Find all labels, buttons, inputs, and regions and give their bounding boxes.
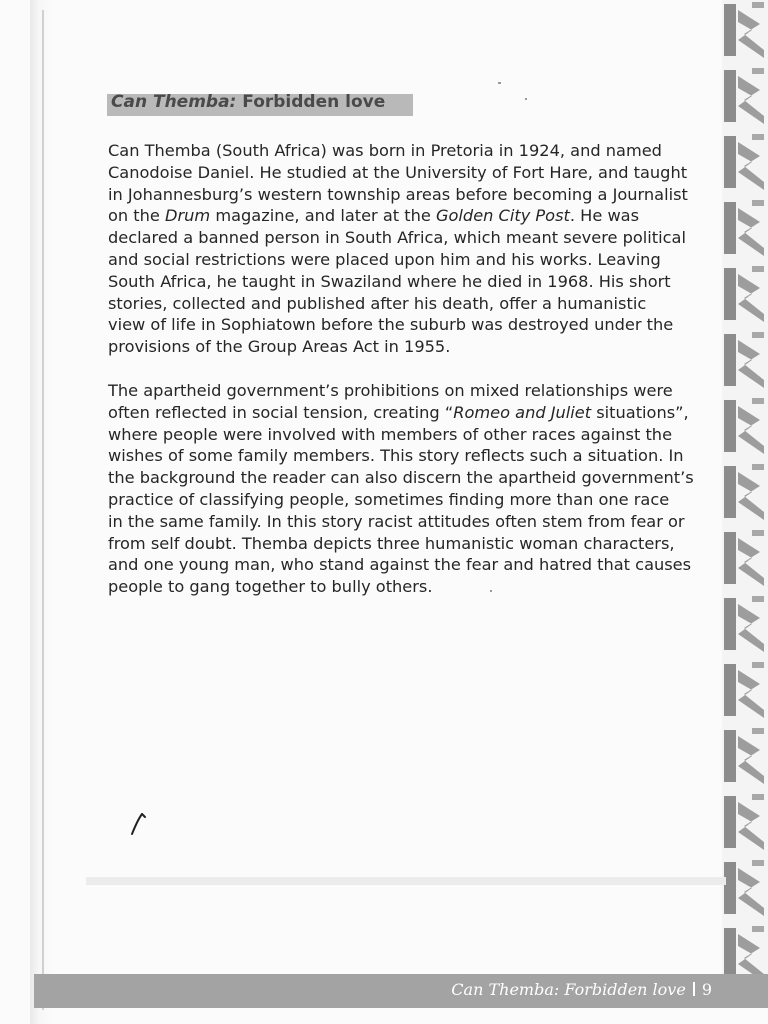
border-motif <box>724 200 764 256</box>
border-motif <box>724 68 764 124</box>
border-motif <box>724 728 764 784</box>
text-line: and one young man, who stand against the fear and hatred that causes <box>108 555 692 575</box>
section-heading <box>111 92 431 112</box>
work-title: Romeo and Juliet <box>453 402 592 422</box>
border-motif <box>724 266 764 322</box>
border-motif <box>724 662 764 718</box>
paragraph-biography <box>108 140 700 358</box>
faint-scan-line <box>86 877 726 885</box>
border-motif <box>724 398 764 454</box>
text-line: and social restrictions were placed upon him and his works. Leaving <box>108 249 661 269</box>
text-line: view of life in Sophiatown before the suburb was destroyed under the <box>108 315 674 335</box>
text-run: on the <box>108 206 166 226</box>
text-run: often reflected in social tension, creating “ <box>108 402 454 422</box>
text-run: magazine, and later at the <box>210 206 436 226</box>
text-line: practice of classifying people, sometimes finding more than one race <box>108 489 670 509</box>
text-line: wishes of some family members. This story reflects such a situation. In <box>108 446 684 466</box>
footer-divider <box>693 982 695 996</box>
binding-edge-line <box>42 10 44 1010</box>
border-motif <box>724 860 764 916</box>
text-line: South Africa, he taught in Swaziland where he died in 1968. His short <box>108 271 671 291</box>
text-line: declared a banned person in South Africa, which meant severe political <box>108 228 686 248</box>
heading-author: Can Themba: <box>111 92 237 112</box>
text-line: from self doubt. Themba depicts three humanistic woman characters, <box>108 533 675 553</box>
text-line <box>108 402 700 424</box>
text-line: people to gang together to bully others. <box>108 577 433 597</box>
publication-title: Golden City Post <box>435 206 570 226</box>
text-line: stories, collected and published after his death, offer a humanistic <box>108 293 647 313</box>
border-motif <box>724 794 764 850</box>
running-footer <box>451 980 712 999</box>
text-line <box>108 205 700 227</box>
border-motif <box>724 464 764 520</box>
binding-shadow <box>30 0 52 1024</box>
paragraph-context <box>108 380 700 598</box>
heading-title: Forbidden love <box>242 92 386 112</box>
text-run: situations”, <box>591 402 689 422</box>
border-motif <box>724 134 764 190</box>
running-title: Can Themba: Forbidden love <box>451 980 686 999</box>
text-line: The apartheid government’s prohibitions on mixed relationships were <box>108 381 673 400</box>
border-motif <box>724 530 764 586</box>
border-motif <box>724 2 764 58</box>
text-line: Can Themba (South Africa) was born in Pretoria in 1924, and named <box>108 141 662 160</box>
text-line: in the same family. In this story racist attitudes often stem from fear or <box>108 511 685 531</box>
text-line: where people were involved with members of other races against the <box>108 424 673 444</box>
zigzag-pattern-icon <box>722 0 768 1000</box>
text-line: Canodoise Daniel. He studied at the University of Fort Hare, and taught <box>108 162 688 182</box>
scan-speck <box>490 590 492 592</box>
border-motif <box>724 332 764 388</box>
page-number: 9 <box>701 980 712 999</box>
scan-speck <box>525 98 527 100</box>
decorative-side-border <box>722 0 768 1000</box>
scan-speck <box>498 82 501 84</box>
publication-title: Drum <box>165 206 211 226</box>
border-motif <box>724 596 764 652</box>
text-line: provisions of the Group Areas Act in 1955. <box>108 337 451 357</box>
text-run: . He was <box>569 206 640 226</box>
text-line: in Johannesburg’s western township areas before becoming a Journalist <box>108 184 688 204</box>
pen-mark-icon <box>128 812 148 842</box>
text-line: the background the reader can also discern the apartheid government’s <box>108 468 694 488</box>
